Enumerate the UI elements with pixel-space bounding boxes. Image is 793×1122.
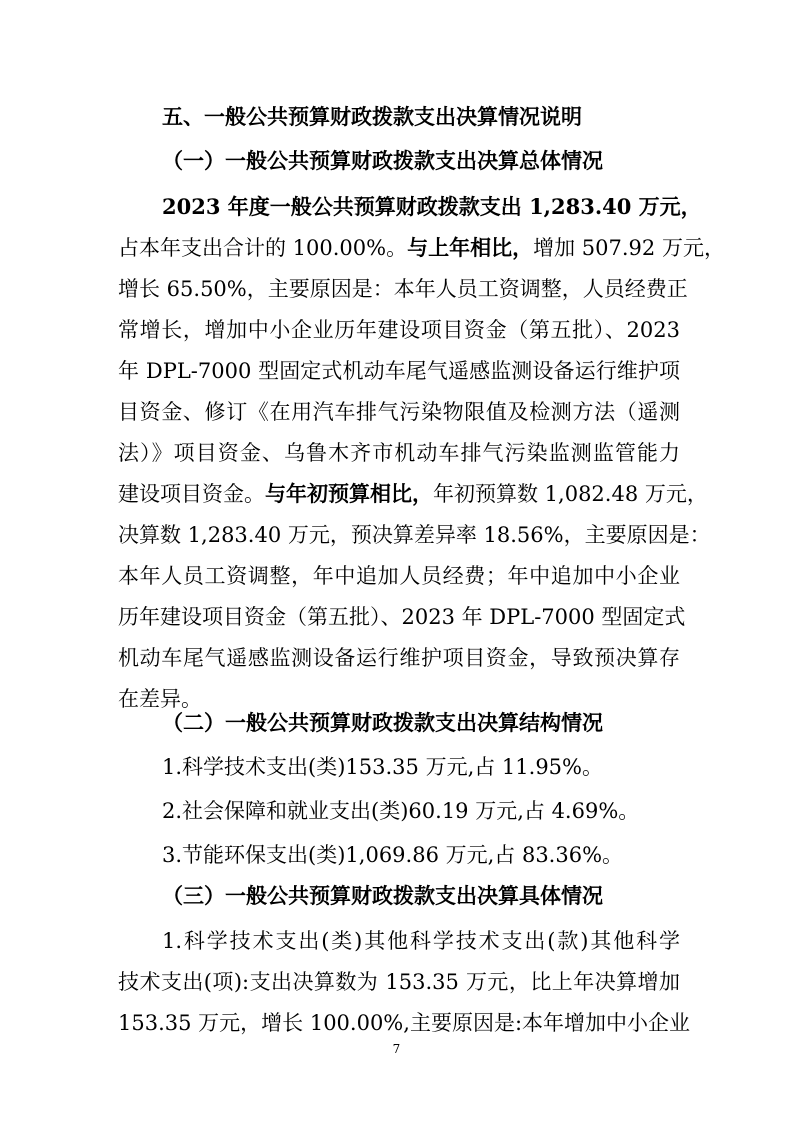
bold-phrase: 与年初预算相比， — [265, 481, 433, 506]
section-title: 五、一般公共预算财政拨款支出决算情况说明 — [162, 104, 582, 129]
paragraph-line: 历年建设项目资金（第五批）、2023 年 DPL-7000 型固定式 — [118, 605, 686, 629]
paragraph-line: 增长 65.50%，主要原因是：本年人员工资调整，人员经费正 — [118, 277, 688, 301]
list-item: 1.科学技术支出(类)153.35 万元,占 11.95%。 — [162, 755, 603, 779]
text-span: 增加 507.92 万元， — [533, 236, 725, 260]
paragraph-line: 本年人员工资调整，年中追加人员经费；年中追加中小企业 — [118, 564, 680, 588]
text-span: 占本年支出合计的 100.00%。 — [118, 236, 408, 260]
paragraph-line: 1.科学技术支出(类)其他科学技术支出(款)其他科学 — [162, 929, 680, 953]
bold-phrase: 与上年相比， — [407, 235, 534, 260]
text-span: 建设项目资金。 — [118, 482, 265, 506]
paragraph-line — [118, 480, 708, 508]
paragraph-line: 技术支出(项):支出决算数为 153.35 万元，比上年决算增加 — [118, 970, 680, 994]
paragraph-line: 法）》项目资金、乌鲁木齐市机动车排气污染监测监管能力 — [118, 441, 680, 465]
page-number: 7 — [392, 1042, 401, 1056]
subsection-title-detail: （三）一般公共预算财政拨款支出决算具体情况 — [162, 883, 603, 908]
subsection-title-structure: （二）一般公共预算财政拨款支出决算结构情况 — [162, 710, 603, 735]
subsection-title-overall: （一）一般公共预算财政拨款支出决算总体情况 — [162, 148, 603, 173]
paragraph-line: 目资金、修订《在用汽车排气污染物限值及检测方法（遥测 — [118, 400, 680, 424]
text-span: 年初预算数 1,082.48 万元， — [433, 482, 708, 506]
paragraph-line: 在差异。 — [118, 687, 202, 711]
paragraph-line: 153.35 万元，增长 100.00%,主要原因是:本年增加中小企业 — [118, 1011, 691, 1035]
paragraph-line: 常增长，增加中小企业历年建设项目资金（第五批）、2023 — [118, 318, 680, 342]
paragraph-line: 年 DPL-7000 型固定式机动车尾气遥感监测设备运行维护项 — [118, 359, 680, 383]
paragraph-line: 2023 年度一般公共预算财政拨款支出 1,283.40 万元， — [162, 194, 702, 219]
list-item: 2.社会保障和就业支出(类)60.19 万元,占 4.69%。 — [162, 799, 640, 823]
list-item: 3.节能环保支出(类)1,069.86 万元,占 83.36%。 — [162, 843, 624, 867]
paragraph-line — [118, 234, 725, 262]
paragraph-line: 决算数 1,283.40 万元，预决算差异率 18.56%，主要原因是： — [118, 523, 711, 547]
paragraph-line: 机动车尾气遥感监测设备运行维护项目资金，导致预决算存 — [118, 646, 680, 670]
